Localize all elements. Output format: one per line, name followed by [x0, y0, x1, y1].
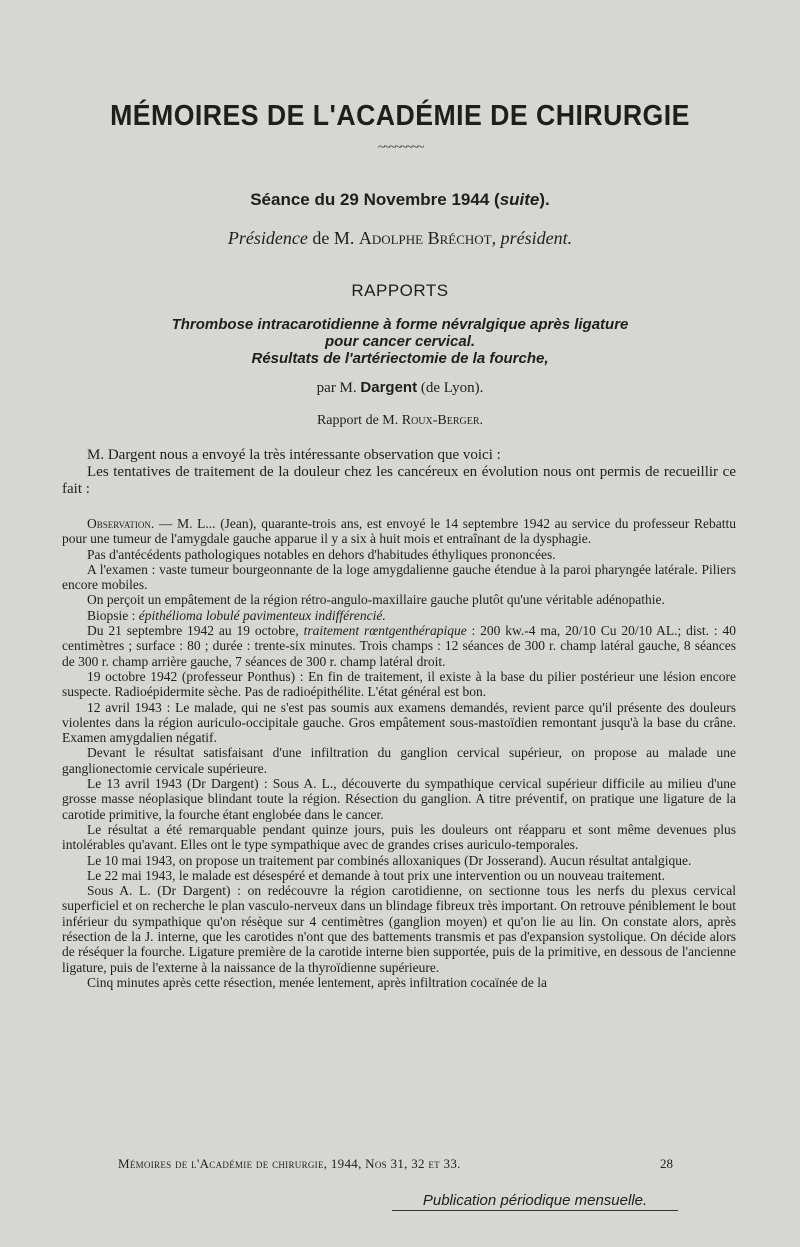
observation-paragraph: Le 22 mai 1943, le malade est désespéré et demande à tout prix une intervention ou un nouveau traitement.: [87, 867, 666, 883]
president-name: Adolphe Bréchot: [358, 228, 492, 248]
article-title-line: pour cancer cervical.: [324, 333, 476, 350]
presidence-line: [0, 228, 800, 249]
biopsie-paragraph: [62, 608, 736, 623]
observation-paragraph: Pas d'antécédents pathologiques notables en dehors d'habitudes éthyliques prononcées.: [87, 546, 556, 562]
observation-first-text: — M. L... (Jean), quarante-trois ans, est envoyé le 14 septembre 1942 au service du professeur Rebattu pour une tumeur de l'amygdale gauche apparue il y a six à huit mois et entraînant de la dysphagie.: [62, 516, 736, 547]
radio-italic: traitement rœntgenthérapique: [303, 623, 467, 639]
seance-suffix: ).: [539, 190, 550, 209]
biopsie-label: Biopsie :: [87, 607, 139, 623]
rapport-prefix: Rapport de M.: [316, 413, 402, 428]
publication-note: Publication périodique mensuelle.: [392, 1192, 678, 1211]
observation-paragraph: A l'examen : vaste tumeur bourgeonnante de la loge amygdalienne gauche étendue à la paroi pharyngée latérale. Piliers encore mobiles.: [62, 561, 736, 593]
article-title-line: Thrombose intracarotidienne à forme névralgique après ligature: [171, 316, 629, 333]
observation-paragraph: [62, 516, 736, 547]
seance-prefix: Séance du 29 Novembre 1944 (: [250, 190, 500, 209]
observation-paragraph: 19 octobre 1942 (professeur Ponthus) : En fin de traitement, il existe à la base du pilier postérieur une lésion encore suspecte. Radioépidermite sèche. Pas de radioépithélite. L'état général est bon.: [62, 668, 736, 700]
running-footer: [118, 1156, 673, 1172]
par-prefix: par M.: [316, 380, 361, 396]
biopsie-text: épithélioma lobulé pavimenteux indifférencié.: [138, 607, 386, 623]
intro-paragraph: M. Dargent nous a envoyé la très intéressante observation que voici :: [87, 447, 501, 463]
article-title: [80, 316, 720, 367]
author-line: [0, 379, 800, 397]
presidence-de: de M.: [307, 228, 359, 248]
observation-paragraph: On perçoit un empâtement de la région rétro-angulo-maxillaire gauche plutôt qu'une véritable adénopathie.: [87, 592, 665, 608]
intro-text: [62, 447, 736, 498]
article-title-line: Résultats de l'artériectomie de la fourche,: [251, 350, 549, 367]
radio-rest: : 200 kw.-4 ma, 20/10 Cu 20/10 AL.; dist. : 40 centimètres ; surface : 80 ; durée : trente-six minutes. Trois champs : 12 séances de 300 r. champ latéral gauche, 8 séances de 300 r. champ arrière gauche, 7 séances de 300 r. champ latéral droit.: [62, 623, 737, 669]
observation-label: Observation.: [87, 516, 155, 531]
rapporteur-line: [0, 413, 800, 429]
rapporteur-name: Roux-Berger.: [401, 413, 484, 428]
page-number: 28: [660, 1156, 673, 1171]
observation-paragraph: 12 avril 1943 : Le malade, qui ne s'est pas soumis aux examens demandés, revient parce qu'il présente des douleurs violentes dans la région auriculo-occipitale gauche. Gros empâtement sous-mastoïdien remontant jusqu'à la base du crâne. Examen amygdalien négatif.: [62, 699, 736, 746]
intro-paragraph: Les tentatives de traitement de la douleur chez les cancéreux en évolution nous ont permis de recueillir ce fait :: [62, 464, 736, 497]
observation-paragraph: Devant le résultat satisfaisant d'une infiltration du ganglion cervical supérieur, on propose au malade une ganglionectomie cervicale supérieure.: [62, 745, 736, 776]
presidence-word: Présidence: [227, 228, 308, 248]
radio-prefix: Du 21 septembre 1942 au 19 octobre,: [87, 623, 304, 639]
observation-text: [62, 516, 736, 990]
observation-paragraph: Le 10 mai 1943, on propose un traitement par combinés alloxaniques (Dr Josserand). Aucun résultat antalgique.: [87, 852, 692, 868]
radiotherapy-paragraph: [62, 623, 736, 669]
seance-suite: suite: [499, 190, 540, 209]
observation-paragraph: Le résultat a été remarquable pendant quinze jours, puis les douleurs ont réapparu et sont même devenues plus intolérables qu'avant. Elles ont le type sympathique avec de grandes crises auriculo-temporales.: [62, 821, 736, 853]
section-heading: RAPPORTS: [351, 281, 449, 300]
president-role: , président.: [491, 228, 573, 248]
title-ornament: ~~~~~~~~: [377, 140, 423, 155]
author-name: Dargent: [360, 379, 418, 396]
observation-paragraph: Sous A. L. (Dr Dargent) : on redécouvre la région carotidienne, on sectionne tous les nerfs du plexus cervical superficiel et on recherche le plan vasculo-nerveux dans un blindage fibreux très important. On retrouve péniblement le bout inférieur du sympathique qu'on résèque sur 4 centimètres (ganglion moyen) et qu'on lie au lin. On constate alors, après résection de la J. interne, que les carotides n'ont que des battements transmis et pas d'expansion systolique. On décide alors de réséquer la fourche. Ligature première de la carotide interne bien supportée, puis de la primitive, en dessous de l'ancienne ligature, puis de l'externe à la naissance de la thyroïdienne supérieure.: [62, 883, 736, 975]
footer-journal: Mémoires de l'Académie de chirurgie, 1944, Nos 31, 32 et 33.: [118, 1156, 461, 1171]
observation-paragraph: Le 13 avril 1943 (Dr Dargent) : Sous A. L., découverte du sympathique cervical supérieur difficile au milieu d'une grosse masse néoplasique blindant toute la région. Résection du ganglion. A titre préventif, on pratique une ligature de la carotide primitive, la fourche étant englobée dans le cancer.: [62, 776, 736, 822]
observation-paragraph: Cinq minutes après cette résection, menée lentement, après infiltration cocaïnée de la: [87, 974, 547, 990]
journal-title: MÉMOIRES DE L'ACADÉMIE DE CHIRURGIE: [110, 100, 690, 132]
seance-heading: [0, 190, 800, 210]
author-place: (de Lyon).: [417, 380, 484, 396]
